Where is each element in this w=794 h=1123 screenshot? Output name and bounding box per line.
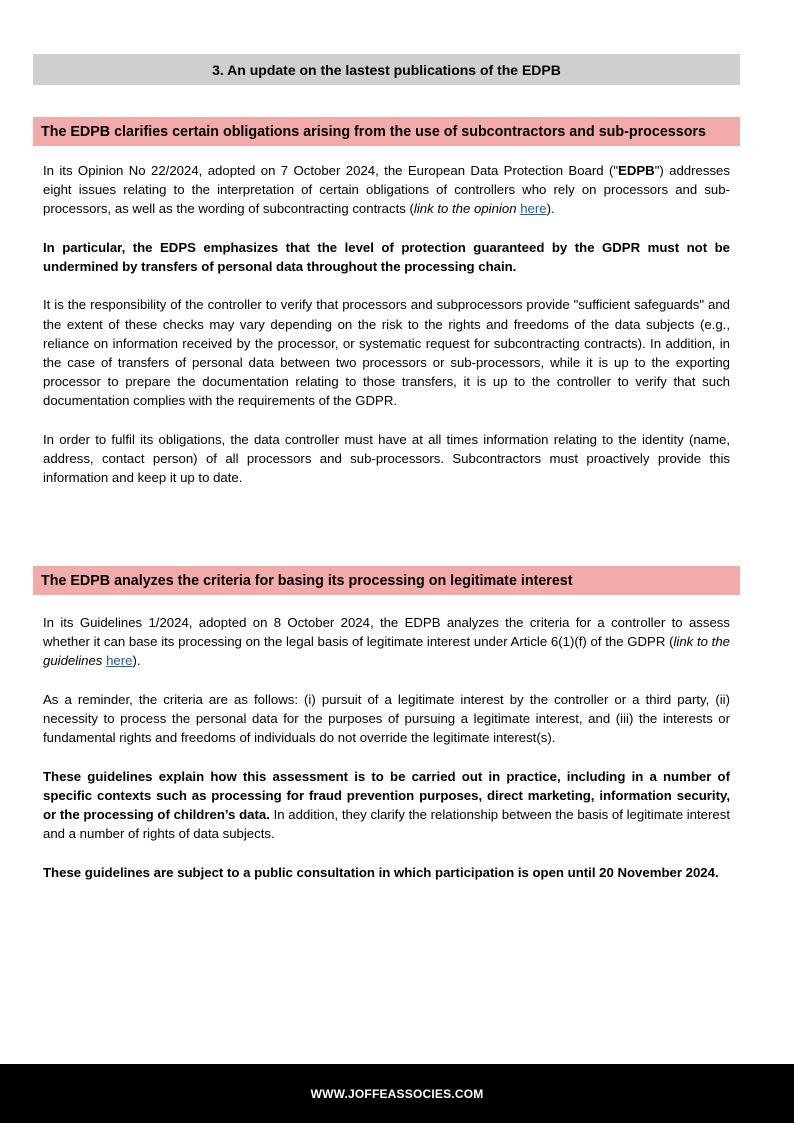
article1-paragraph-3: It is the responsibility of the controller to verify that processors and subprocessors provide "sufficient safeguards" and the extent of these checks may vary depending on the risk to the rights and freedoms of the data subjects (e.g., reliance on information received by the processor, or systematic request for subcontracting contracts). In addition, in the case of transfers of personal data between two processors or sub-processors, while it is up to the exporting processor to prepare the documentation relating to those transfers, it is up to the controller to verify that such documentation complies with the requirements of the GDPR. bbox=[43, 297, 730, 409]
guidelines-link[interactable]: here bbox=[106, 653, 133, 669]
article1-paragraph-2: In particular, the EDPS emphasizes that the level of protection guaranteed by the GDPR must not be undermined by transfers of personal data throughout the processing chain. bbox=[43, 239, 730, 274]
article2-heading: The EDPB analyzes the criteria for basing its processing on legitimate interest bbox=[33, 566, 740, 595]
article2-paragraph-3: These guidelines explain how this assessment is to be carried out in practice, including in a number of specific contexts such as processing for fraud prevention purposes, direct marketing, information security, or the processing of children’s data. In addition, they clarify the relationship between the basis of legitimate interest and a number of rights of data subjects. bbox=[43, 768, 730, 842]
article1-body bbox=[43, 161, 730, 507]
article1-paragraph-1: In its Opinion No 22/2024, adopted on 7 October 2024, the European Data Protection Board ("EDPB") addresses eight issues relating to the interpretation of certain obligations of controllers who rely on processors and sub-processors, as well as the wording of subcontracting contracts (link to the opinion here). bbox=[43, 163, 730, 217]
guidelines-link-caption: link to the guidelines bbox=[43, 634, 731, 669]
article2-paragraph-2: As a reminder, the criteria are as follows: (i) pursuit of a legitimate interest by the controller or a third party, (ii) necessity to process the personal data for the purposes of pursuing a legitimate interest, and (iii) the interests or fundamental rights and freedoms of individuals do not override the legitimate interest(s). bbox=[43, 691, 730, 746]
edpb-abbrev: EDPB bbox=[618, 163, 655, 178]
footer-bar bbox=[0, 1064, 794, 1123]
opinion-link-caption: link to the opinion bbox=[413, 201, 521, 217]
article2-paragraph-4: These guidelines are subject to a public consultation in which participation is open until 20 November 2024. bbox=[43, 864, 719, 880]
article2-paragraph-1: In its Guidelines 1/2024, adopted on 8 October 2024, the EDPB analyzes the criteria for a controller to assess whether it can base its processing on the legal basis of legitimate interest under Article 6(1)(f) of the GDPR (link to the guidelines here). bbox=[43, 615, 731, 669]
article1-heading: The EDPB clarifies certain obligations arising from the use of subcontractors and sub-processors bbox=[33, 117, 740, 146]
footer-website-link[interactable]: WWW.JOFFEASSOCIES.COM bbox=[310, 1086, 484, 1101]
section-title-banner bbox=[33, 54, 740, 85]
article1-paragraph-4: In order to fulfil its obligations, the data controller must have at all times information relating to the identity (name, address, contact person) of all processors and sub-processors. Subcontractors must proactively provide this information and keep it up to date. bbox=[43, 431, 730, 486]
opinion-link[interactable]: here bbox=[520, 201, 547, 217]
section-title: 3. An update on the lastest publications of the EDPB bbox=[212, 61, 561, 78]
article2-body bbox=[43, 613, 730, 901]
